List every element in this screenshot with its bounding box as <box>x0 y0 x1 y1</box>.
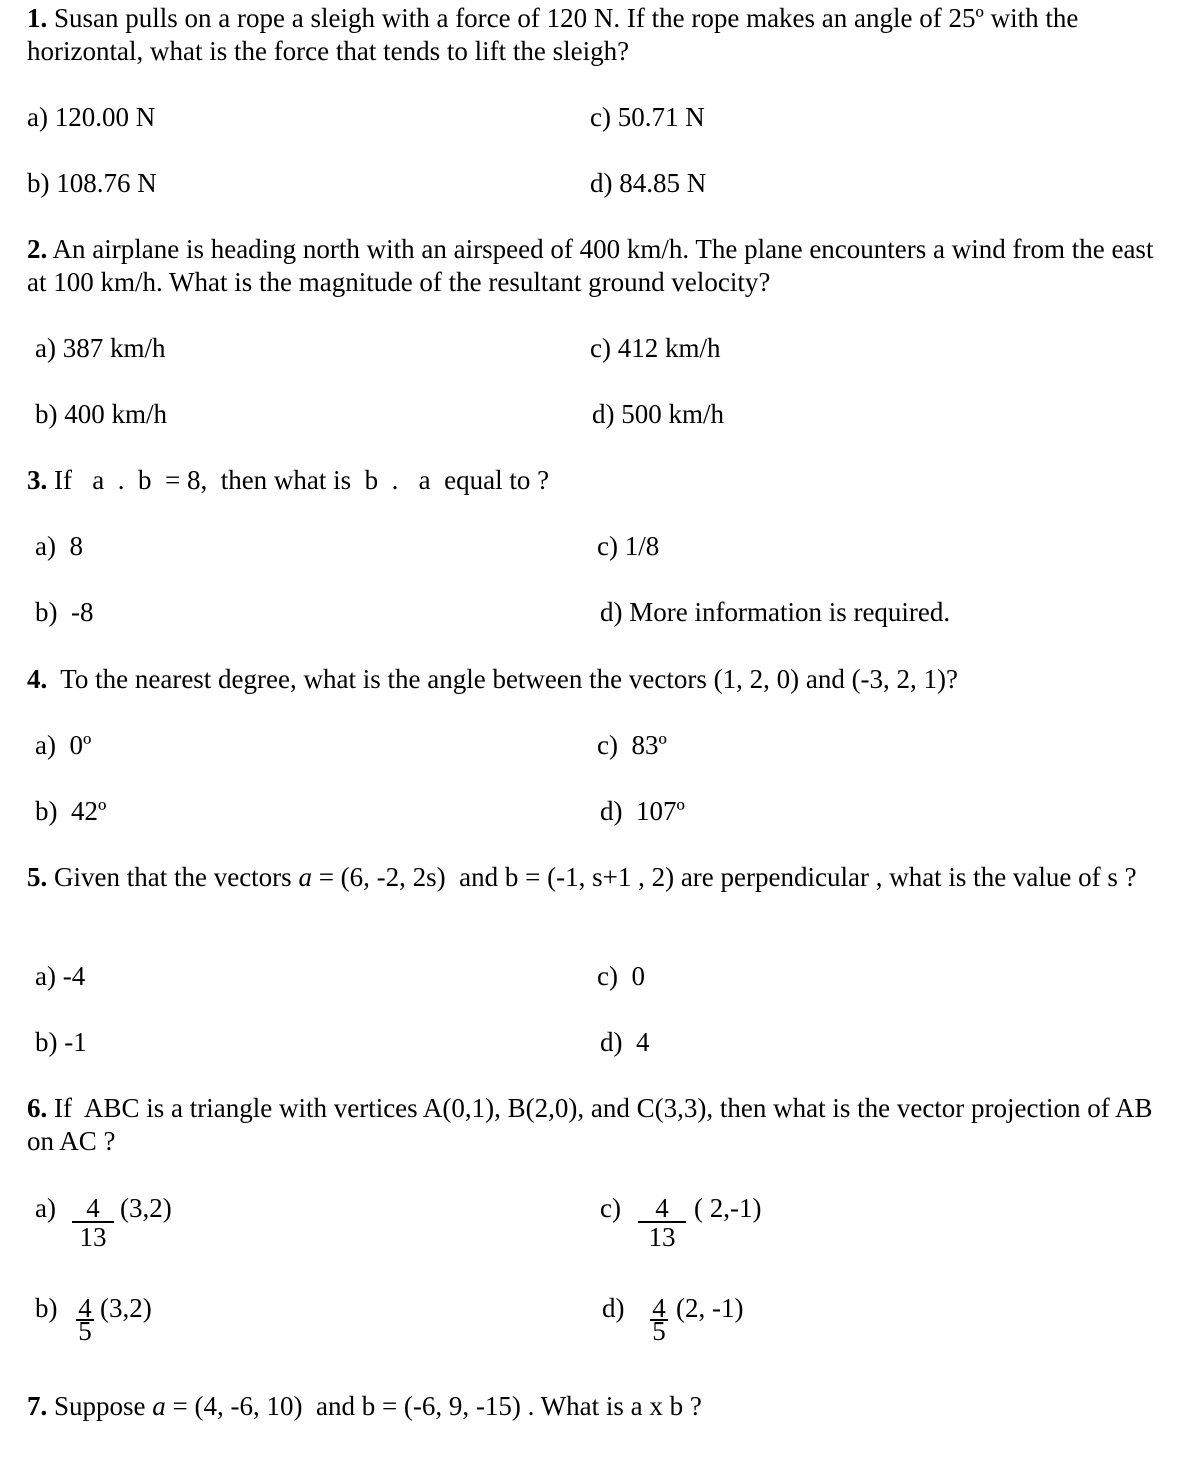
option-d-label: d) <box>602 1293 625 1323</box>
option-a-vector: (3,2) <box>120 1193 172 1223</box>
option-a-label: a) <box>35 1193 56 1223</box>
option-a-fraction <box>72 1192 114 1254</box>
option-a: a) -4 <box>35 961 86 991</box>
denominator: 13 <box>648 1222 676 1252</box>
numerator: 4 <box>655 1193 669 1223</box>
question-number: 2. <box>27 234 48 264</box>
numerator: 4 <box>78 1293 92 1323</box>
question-text: If a . b = 8, then what is b . a equal to ? <box>47 465 550 495</box>
question-number: 4. <box>27 664 48 694</box>
option-c-fraction <box>638 1192 686 1254</box>
question-6 <box>27 1092 1167 1158</box>
option-d-fraction <box>650 1292 668 1348</box>
question-4 <box>27 663 958 696</box>
question-text-part: Suppose <box>47 1391 153 1421</box>
option-c: c) 0 <box>597 961 645 991</box>
option-c-label: c) <box>600 1193 621 1223</box>
question-number: 6. <box>27 1093 48 1123</box>
option-b: b) -1 <box>35 1027 87 1057</box>
option-a: a) 387 km/h <box>35 333 166 363</box>
denominator: 5 <box>78 1316 92 1346</box>
option-c-vector: ( 2,-1) <box>694 1193 762 1223</box>
denominator: 13 <box>79 1222 107 1252</box>
option-c: c) 50.71 N <box>590 102 705 132</box>
vector-variable: a <box>298 862 312 892</box>
question-2 <box>27 233 1167 299</box>
option-d: d) 500 km/h <box>592 399 724 429</box>
option-b: b) -8 <box>35 597 94 627</box>
option-c: c) 83º <box>597 730 667 760</box>
question-text-part: = (6, -2, 2s) and b = (-1, s+1 , 2) are perpendicular , what is the value of s ? <box>311 862 1137 892</box>
option-b: b) 42º <box>35 796 107 826</box>
question-text: Susan pulls on a rope a sleigh with a force of 120 N. If the rope makes an angle of 25º with the horizontal, what is the force that tends to lift the sleigh? <box>27 3 1079 66</box>
question-text-part: = (4, -6, 10) and b = (-6, 9, -15) . What is a x b ? <box>165 1391 702 1421</box>
option-b-fraction <box>76 1292 94 1348</box>
question-number: 7. <box>27 1391 48 1421</box>
option-d: d) 84.85 N <box>590 168 707 198</box>
question-7 <box>27 1390 702 1423</box>
option-b: b) 108.76 N <box>27 168 157 198</box>
question-text: An airplane is heading north with an airspeed of 400 km/h. The plane encounters a wind from the east at 100 km/h. What is the magnitude of the resultant ground velocity? <box>27 234 1154 297</box>
question-number: 5. <box>27 862 48 892</box>
option-a: a) 8 <box>35 531 83 561</box>
question-5 <box>27 861 1157 894</box>
option-d: d) 4 <box>600 1027 650 1057</box>
question-text: If ABC is a triangle with vertices A(0,1), B(2,0), and C(3,3), then what is the vector projection of AB on AC ? <box>27 1093 1160 1156</box>
question-number: 1. <box>27 3 48 33</box>
option-a: a) 0º <box>35 730 92 760</box>
denominator: 5 <box>652 1316 666 1346</box>
option-c: c) 1/8 <box>597 531 660 561</box>
numerator: 4 <box>86 1193 100 1223</box>
option-d: d) 107º <box>600 796 685 826</box>
numerator: 4 <box>652 1293 666 1323</box>
option-b: b) 400 km/h <box>35 399 167 429</box>
option-a: a) 120.00 N <box>27 102 156 132</box>
option-d-vector: (2, -1) <box>676 1293 744 1323</box>
question-1 <box>27 2 1167 68</box>
question-text: To the nearest degree, what is the angle between the vectors (1, 2, 0) and (-3, 2, 1)? <box>47 664 959 694</box>
question-number: 3. <box>27 465 48 495</box>
vector-variable: a <box>152 1391 166 1421</box>
option-b-label: b) <box>35 1293 58 1323</box>
option-d: d) More information is required. <box>600 597 951 627</box>
question-3 <box>27 464 549 497</box>
option-c: c) 412 km/h <box>590 333 721 363</box>
question-text-part: Given that the vectors <box>47 862 299 892</box>
option-b-vector: (3,2) <box>100 1293 152 1323</box>
